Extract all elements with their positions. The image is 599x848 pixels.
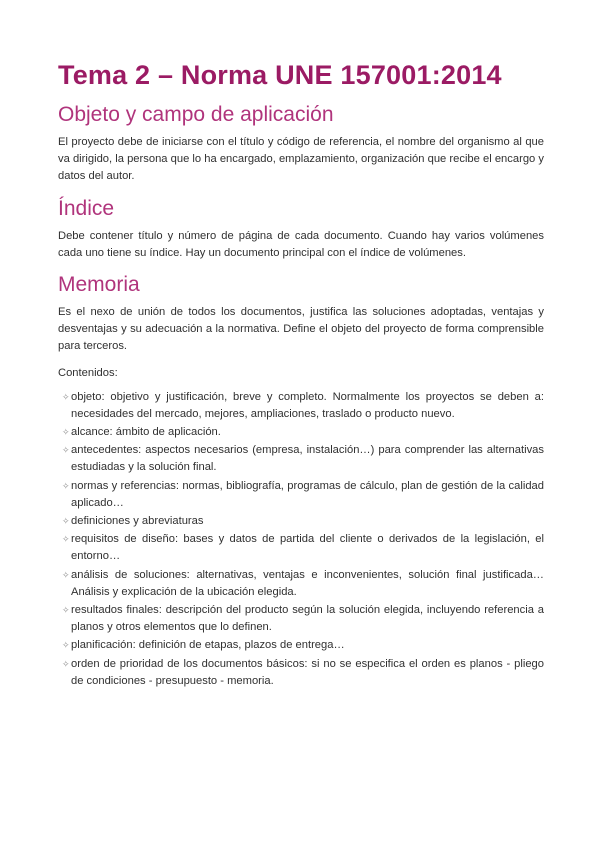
list-item-text: antecedentes: aspectos necesarios (empresa, instalación…) para comprender las alternativas estudiadas y la solución final.	[71, 444, 544, 474]
list-item-text: requisitos de diseño: bases y datos de partida del cliente o derivados de la legislación, el entorno…	[71, 533, 544, 563]
list-item	[62, 478, 544, 512]
bullet-icon: ✧	[62, 534, 70, 545]
list-item	[62, 442, 544, 476]
heading-memoria: Memoria	[58, 273, 140, 297]
bullet-icon: ✧	[62, 445, 70, 456]
list-item	[62, 424, 544, 441]
bullet-icon: ✧	[62, 605, 70, 616]
list-item	[62, 567, 544, 601]
contents-list	[58, 389, 544, 690]
list-item-text: definiciones y abreviaturas	[71, 515, 204, 528]
document-page	[58, 56, 544, 691]
paragraph-indice: Debe contener título y número de página de cada documento. Cuando hay varios volúmenes cada uno tiene su índice. Hay un documento principal con el índice de volúmenes.	[58, 229, 544, 259]
bullet-icon: ✧	[62, 516, 70, 527]
list-item-text: análisis de soluciones: alternativas, ventajas e inconvenientes, solución final justificada… Análisis y explicación de la ubicación elegida.	[71, 568, 544, 598]
heading-objeto: Objeto y campo de aplicación	[58, 103, 334, 126]
bullet-icon: ✧	[62, 427, 70, 438]
bullet-icon: ✧	[62, 480, 70, 491]
bullet-icon: ✧	[62, 391, 70, 402]
document-title: Tema 2 – Norma UNE 157001:2014	[58, 60, 502, 90]
list-item	[62, 513, 544, 530]
list-item	[62, 637, 544, 654]
list-item-text: planificación: definición de etapas, plazos de entrega…	[71, 639, 345, 652]
list-item	[62, 656, 544, 690]
paragraph-objeto: El proyecto debe de iniciarse con el título y código de referencia, el nombre del organismo al que va dirigido, la persona que lo ha encargado, emplazamiento, organización que recibe el encargo y datos del autor.	[58, 136, 544, 183]
list-item	[62, 531, 544, 565]
list-item-text: normas y referencias: normas, bibliografía, programas de cálculo, plan de gestión de la calidad aplicado…	[71, 479, 544, 509]
list-item	[62, 389, 544, 423]
list-item	[62, 602, 544, 636]
bullet-icon: ✧	[62, 569, 70, 580]
list-item-text: objeto: objetivo y justificación, breve y completo. Normalmente los proyectos se deben a: necesidades del mercado, mejores, ampliaciones, traslado o producto nuevo.	[71, 390, 544, 420]
contents-label: Contenidos:	[58, 366, 118, 379]
bullet-icon: ✧	[62, 658, 70, 669]
list-item-text: resultados finales: descripción del producto según la solución elegida, incluyendo referencia a planos y otros elementos que lo definen.	[71, 604, 544, 634]
list-item-text: orden de prioridad de los documentos básicos: si no se especifica el orden es planos - pliego de condiciones - presupuesto - memoria.	[71, 657, 544, 687]
heading-indice: Índice	[58, 196, 115, 220]
paragraph-memoria: Es el nexo de unión de todos los documentos, justifica las soluciones adoptadas, ventajas y desventajas y su adecuación a la normativa. Define el objeto del proyecto de forma comprensible para terceros.	[58, 306, 544, 353]
list-item-text: alcance: ámbito de aplicación.	[71, 426, 221, 439]
bullet-icon: ✧	[62, 640, 70, 651]
